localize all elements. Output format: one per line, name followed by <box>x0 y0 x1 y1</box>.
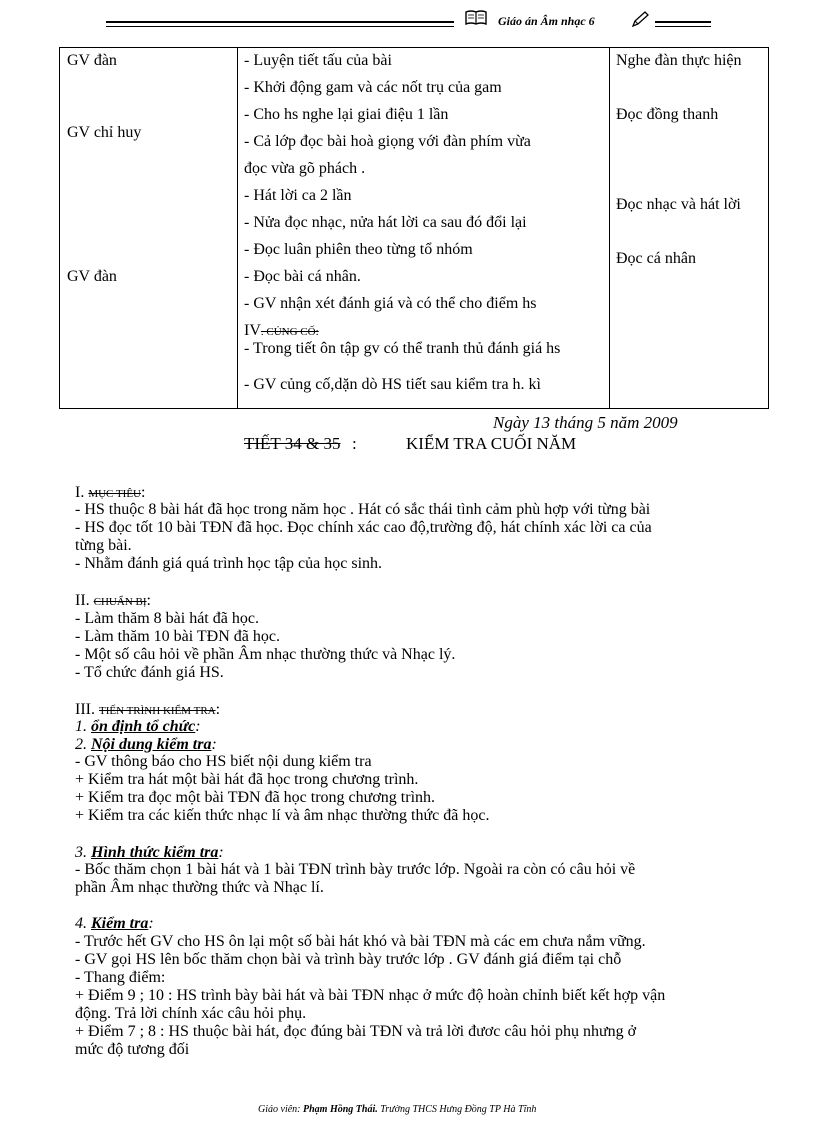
subsection-heading <box>75 736 217 754</box>
section-title: CHUẨN BỊ <box>93 596 147 608</box>
content-line: - Hát lời ca 2 lần <box>244 187 352 204</box>
page-footer <box>258 1104 536 1115</box>
header-rule-left-thin <box>106 26 454 27</box>
content-line: - Nửa đọc nhạc, nửa hát lời ca sau đó đổi lại <box>244 214 527 231</box>
section-suffix: : <box>141 484 146 501</box>
section-number: III. <box>75 701 95 718</box>
teacher-column <box>60 48 238 409</box>
subsection-number: 1. <box>75 718 87 735</box>
header-rule-right <box>655 21 711 23</box>
subsection-suffix: : <box>148 915 154 932</box>
body-line: - Trước hết GV cho HS ôn lại một số bài hát khó và bài TĐN mà các em chưa nắm vững. <box>75 933 646 950</box>
subsection-title: Hình thức kiểm tra <box>91 844 219 861</box>
subsection-heading <box>75 844 224 862</box>
body-line: - Làm thăm 8 bài hát đã học. <box>75 610 259 627</box>
lesson-activity-table <box>59 47 769 409</box>
body-line: - Làm thăm 10 bài TĐN đã học. <box>75 628 280 645</box>
footer-teacher-name: Phạm Hồng Thái. <box>303 1104 378 1115</box>
content-line: - Trong tiết ôn tập gv có thể tranh thủ đánh giá hs <box>244 340 561 357</box>
header-rule-left <box>106 21 454 23</box>
content-line: đọc vừa gõ phách . <box>244 160 366 177</box>
body-line: + Điểm 7 ; 8 : HS thuộc bài hát, đọc đúng bài TĐN và trả lời đươc câu hỏi phụ nhưng ở <box>75 1023 637 1040</box>
teacher-activity: GV đàn <box>67 268 117 285</box>
lesson-number: TIẾT 34 & 35 <box>244 434 341 453</box>
consolidation-heading <box>244 322 319 341</box>
content-line: - GV nhận xét đánh giá và có thể cho điểm hs <box>244 295 537 312</box>
body-line: + Kiểm tra đọc một bài TĐN đã học trong chương trình. <box>75 789 436 806</box>
subsection-title: Kiểm tra <box>91 915 149 932</box>
teacher-activity: GV chỉ huy <box>67 124 142 141</box>
footer-label: Giáo viên: <box>258 1104 301 1115</box>
body-line: + Điểm 9 ; 10 : HS trình bày bài hát và bài TĐN nhạc ở mức độ hoàn chỉnh biết kết hợp vận <box>75 987 666 1004</box>
subsection-number: 2. <box>75 736 87 753</box>
student-column <box>610 48 769 409</box>
body-line: - Nhằm đánh giá quá trình học tập của học sinh. <box>75 555 383 572</box>
content-line: - Cả lớp đọc bài hoà giọng với đàn phím vừa <box>244 133 531 150</box>
student-activity: Đọc cá nhân <box>616 250 696 267</box>
body-line: - GV thông báo cho HS biết nội dung kiểm tra <box>75 753 372 770</box>
consolidation-prefix: IV <box>244 322 261 339</box>
content-line: - Đọc bài cá nhân. <box>244 268 361 285</box>
subsection-title: ổn định tổ chức <box>91 718 196 735</box>
subsection-heading <box>75 718 201 736</box>
content-line: - Luyện tiết tấu của bài <box>244 52 392 69</box>
subsection-number: 3. <box>75 844 87 861</box>
student-activity: Đọc nhạc và hát lời <box>616 196 741 213</box>
body-line: - Thang điểm: <box>75 969 166 986</box>
section-suffix: : <box>146 592 151 609</box>
subsection-title: Nội dung kiểm tra <box>91 736 212 753</box>
body-line: từng bài. <box>75 537 132 554</box>
pencil-icon <box>630 10 650 28</box>
subsection-heading <box>75 915 154 933</box>
body-line: + Kiểm tra các kiến thức nhạc lí và âm nhạc thường thức đã học. <box>75 807 490 824</box>
content-line: - Cho hs nghe lại giai điệu 1 lần <box>244 106 449 123</box>
section-heading-preparation <box>75 592 151 611</box>
subsection-suffix: : <box>195 718 201 735</box>
body-line: phần Âm nhạc thường thức và Nhạc lí. <box>75 879 324 896</box>
content-column <box>238 48 610 409</box>
student-activity: Đọc đồng thanh <box>616 106 719 123</box>
lesson-separator: : <box>352 434 357 453</box>
student-activity: Nghe đàn thực hiện <box>616 52 742 69</box>
section-suffix: : <box>215 701 221 718</box>
body-line: - HS thuộc 8 bài hát đã học trong năm học . Hát có sắc thái tình cảm phù hợp với từng bài <box>75 501 651 518</box>
footer-school: Trường THCS Hưng Đồng TP Hà Tĩnh <box>380 1104 537 1115</box>
section-title: MỤC TIÊU <box>88 488 141 500</box>
body-line: - Bốc thăm chọn 1 bài hát và 1 bài TĐN trình bày trước lớp. Ngoài ra còn có câu hỏi về <box>75 861 636 878</box>
header-rule-right-thin <box>655 26 711 27</box>
subsection-suffix: : <box>211 736 217 753</box>
body-line: + Kiểm tra hát một bài hát đã học trong chương trình. <box>75 771 419 788</box>
lesson-date: Ngày 13 tháng 5 năm 2009 <box>493 413 678 432</box>
subsection-suffix: : <box>218 844 224 861</box>
body-line: - GV gọi HS lên bốc thăm chọn bài và trình bày trước lớp . GV đánh giá điểm tại chỗ <box>75 951 622 968</box>
body-line: - HS đọc tốt 10 bài TĐN đã học. Đọc chính xác cao độ,trường độ, hát chính xác lời ca của <box>75 519 652 536</box>
teacher-activity: GV đàn <box>67 52 117 69</box>
content-line: - Đọc luân phiên theo từng tổ nhóm <box>244 241 473 258</box>
body-line: động. Trả lời chính xác câu hỏi phụ. <box>75 1005 307 1022</box>
section-number: II. <box>75 592 90 609</box>
subsection-number: 4. <box>75 915 87 932</box>
consolidation-heading-text: . CỦNG CỐ: <box>260 326 319 338</box>
section-number: I. <box>75 484 85 501</box>
body-line: - Tổ chức đánh giá HS. <box>75 664 224 681</box>
content-line: - GV củng cố,dặn dò HS tiết sau kiểm tra h. kì <box>244 376 541 393</box>
body-line: mức độ tương đối <box>75 1041 190 1058</box>
body-line: - Một số câu hỏi về phần Âm nhạc thường thức và Nhạc lý. <box>75 646 456 663</box>
content-line: - Khởi động gam và các nốt trụ của gam <box>244 79 502 96</box>
lesson-title: KIỂM TRA CUỐI NĂM <box>406 434 577 453</box>
book-icon <box>465 9 487 25</box>
header-title: Giáo án Âm nhạc 6 <box>498 14 595 28</box>
section-title: TIẾN TRÌNH KIỂM TRA <box>98 705 216 717</box>
